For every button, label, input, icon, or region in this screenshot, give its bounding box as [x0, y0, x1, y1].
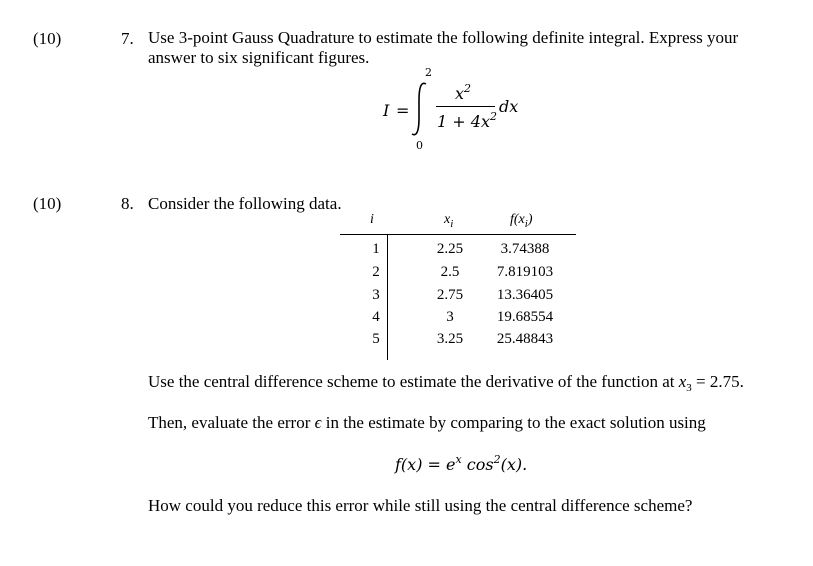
header-f-close: ) [527, 212, 533, 227]
q8-intro: Consider the following data. [148, 194, 342, 213]
text1-part-b: = 2.75. [691, 372, 744, 391]
cell-i: 3 [372, 287, 380, 303]
cell-i: 5 [372, 331, 380, 347]
text1-sub: 3 [686, 382, 692, 394]
q7-number: 7. [121, 29, 134, 48]
cell-f: 3.74388 [500, 241, 550, 257]
denominator-exp: 2 [489, 110, 497, 123]
header-x-var: x [444, 212, 451, 227]
formula-arg: (x) [500, 455, 523, 474]
exact-solution-formula [395, 454, 527, 478]
header-i: i [370, 212, 374, 227]
epsilon-symbol: ϵ [314, 413, 322, 432]
cell-f: 7.819103 [496, 264, 554, 280]
index-column-rule [387, 235, 388, 360]
header-x-sub: i [450, 218, 454, 230]
integral-upper-limit: 2 [425, 66, 432, 79]
q8-text2 [148, 413, 706, 433]
q8-text1 [148, 372, 744, 394]
integral-dx: dx [499, 97, 519, 116]
integrand-denominator [437, 112, 497, 131]
numerator-exp: 2 [464, 82, 472, 95]
text2-part-a: Then, evaluate the error [148, 413, 315, 432]
header-x [444, 212, 453, 228]
formula-end: . [522, 455, 528, 474]
cell-x: 2.5 [440, 264, 460, 280]
formula-e: e [446, 455, 456, 474]
q8-number: 8. [121, 194, 134, 213]
header-f-text: f(x [510, 212, 525, 227]
cell-x: 2.75 [436, 287, 464, 303]
formula-eq: = [422, 455, 447, 474]
cell-x: 3.25 [436, 331, 464, 347]
header-rule [340, 234, 576, 235]
integral-lhs: I [383, 101, 390, 120]
cell-i: 4 [372, 309, 380, 325]
q7-line2: answer to six significant figures. [148, 48, 370, 67]
cell-f: 13.36405 [496, 287, 554, 303]
formula-lhs: f(x) [395, 455, 423, 474]
integrand-numerator [455, 84, 471, 103]
formula-cos-exp: 2 [493, 453, 501, 466]
q8-points: (10) [33, 194, 62, 213]
cell-i: 1 [372, 241, 380, 257]
header-f [510, 212, 533, 228]
fraction-bar [436, 106, 495, 107]
cell-i: 2 [372, 264, 380, 280]
q7-points: (10) [33, 29, 62, 48]
header-f-sub: i [524, 218, 528, 230]
text2-part-b: in the estimate by comparing to the exact solution using [321, 413, 706, 432]
cell-f: 19.68554 [496, 309, 554, 325]
integral-lower-limit: 0 [416, 139, 423, 152]
formula-e-exp: x [455, 453, 462, 466]
text1-var: x [678, 372, 687, 391]
integral-equals: = [396, 101, 410, 120]
formula-cos: cos [461, 455, 494, 474]
numerator-var: x [455, 84, 465, 103]
denominator-text: 1 + 4x [437, 112, 490, 131]
cell-x: 2.25 [436, 241, 464, 257]
cell-x: 3 [446, 309, 454, 325]
cell-f: 25.48843 [496, 331, 554, 347]
q8-text3: How could you reduce this error while still using the central difference scheme? [148, 496, 693, 515]
q7-line1: Use 3-point Gauss Quadrature to estimate the following definite integral. Express your [148, 28, 739, 47]
integral-sign-icon [408, 80, 432, 138]
text1-part-a: Use the central difference scheme to estimate the derivative of the function at [148, 372, 679, 391]
